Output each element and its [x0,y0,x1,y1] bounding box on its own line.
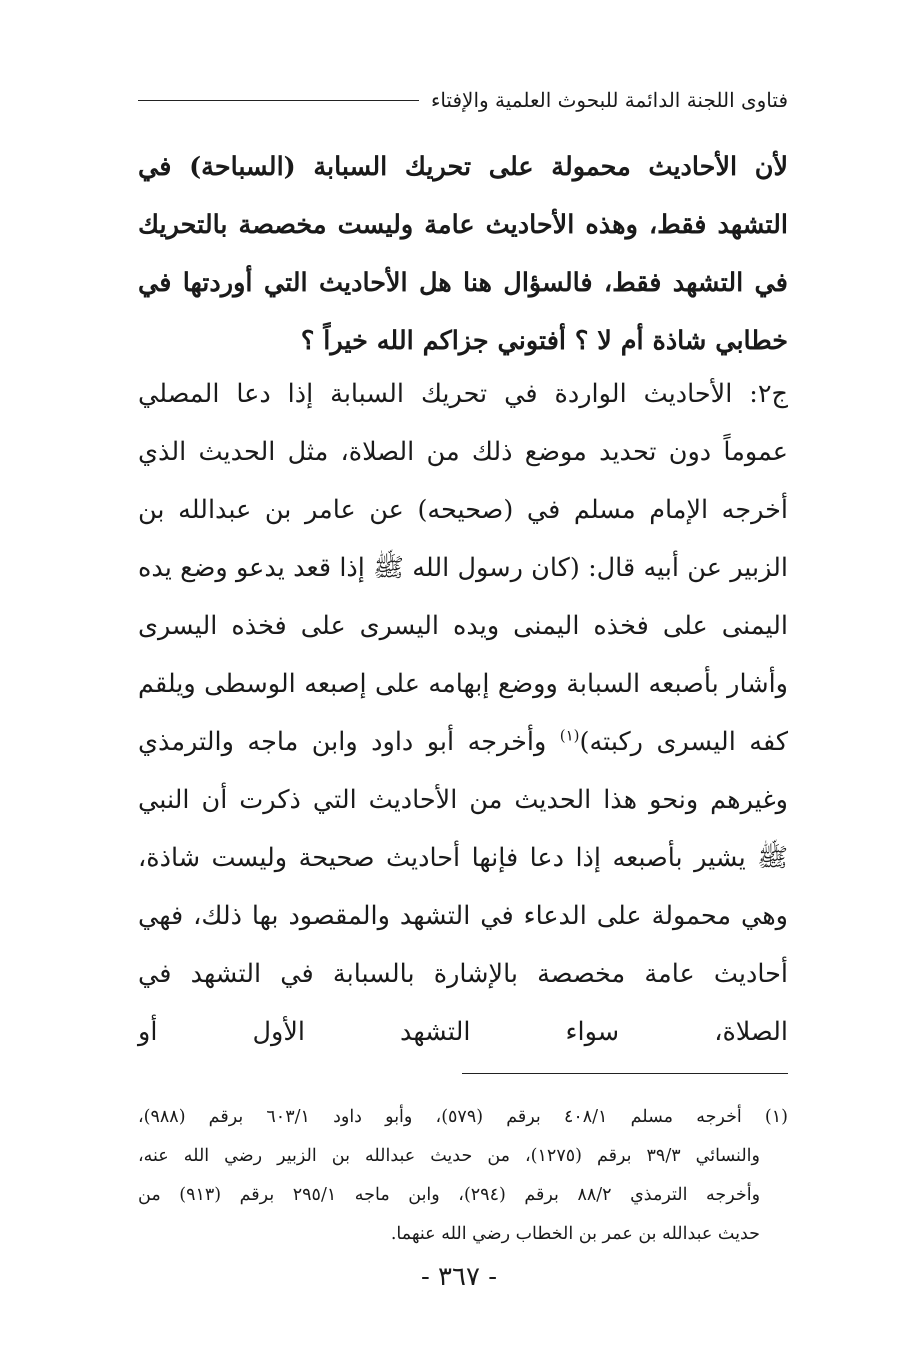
answer-text-part1: ج٢: الأحاديث الواردة في تحريك السبابة إذا دعا المصلي عموماً دون تحديد موضع ذلك من الصلاة، مثل الحديث الذي أخرجه الإمام مسلم في (صحيحه) عن عامر بن عبدالله بن الزبير عن أبيه قال: (كان رسول الله ﷺ إذا قعد يدعو وضع يده اليمنى على فخذه اليمنى ويده اليسرى على فخذه اليسرى وأشار بأصبعه السبابة ووضع إبهامه على إصبعه الوسطى ويلقم كفه اليسرى ركبته) [138,379,788,757]
footnote-reference[interactable]: (١) [559,726,580,745]
question-paragraph: لأن الأحاديث محمولة على تحريك السبابة (السباحة) في التشهد فقط، وهذه الأحاديث عامة وليست مخصصة بالتحريك في التشهد فقط، فالسؤال هنا هل الأحاديث التي أوردتها في خطابي شاذة أم لا ؟ أفتوني جزاكم الله خيراً ؟ [138,152,788,356]
footnote-separator [462,1073,788,1074]
footnotes [138,1098,788,1254]
footnote-line-4: حديث عبدالله بن عمر بن الخطاب رضي الله عنهما. [390,1224,760,1244]
answer-text-part2: وأخرجه أبو داود وابن ماجه والترمذي وغيرهم ونحو هذا الحديث من الأحاديث التي ذكرت أن النبي ﷺ يشير بأصبعه إذا دعا فإنها أحاديث صحيحة وليست شاذة، وهي محمولة على الدعاء في التشهد والمقصود بها ذلك، فهي أحاديث عامة مخصصة بالإشارة بالسبابة في التشهد في الصلاة، سواء التشهد الأول أو [138,727,788,1047]
footnote-line-2: والنسائي ٣٩/٣ برقم (١٢٧٥)، من حديث عبدالله بن الزبير رضي الله عنه، [138,1146,760,1166]
header-title: فتاوى اللجنة الدائمة للبحوث العلمية والإفتاء [430,88,788,112]
header-rule [138,100,419,101]
footnote-line-3: وأخرجه الترمذي ٨٨/٢ برقم (٢٩٤)، وابن ماجه ٢٩٥/١ برقم (٩١٣) من [138,1185,761,1205]
running-header [138,88,788,112]
answer-paragraph [138,365,788,1061]
footnote-line-1: (١) أخرجه مسلم ٤٠٨/١ برقم (٥٧٩)، وأبو داود ٦٠٣/١ برقم (٩٨٨)، [138,1107,788,1127]
page-number: - ٣٦٧ - [420,1262,498,1292]
